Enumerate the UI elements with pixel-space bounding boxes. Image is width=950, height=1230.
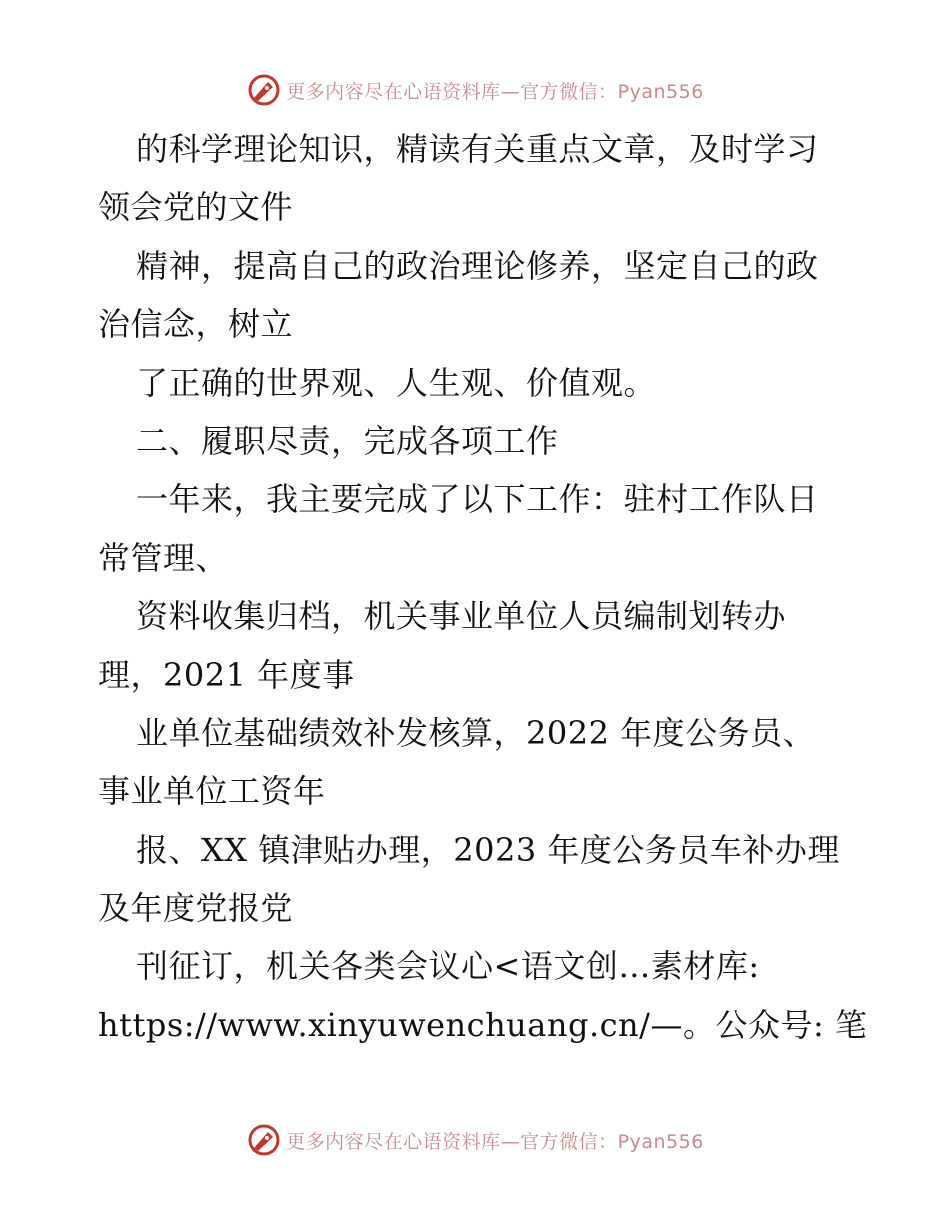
text-line: 精神，提高自己的政治理论修养，坚定自己的政: [136, 246, 819, 285]
text-line: 了正确的世界观、人生观、价值观。: [136, 363, 657, 402]
text-line: 理，2021 年度事: [98, 655, 355, 694]
header-watermark: [0, 70, 950, 110]
text-line: 常管理、: [98, 538, 229, 577]
text-line: 及年度党报党: [98, 889, 294, 928]
text-line: 报、XX 镇津贴办理，2023 年度公务员车补办理: [136, 830, 840, 869]
document-body: [98, 120, 868, 1054]
text-line: https://www.xinyuwenchuang.cn/—。公众号: 笔: [98, 1005, 868, 1044]
text-line: 的科学理论知识，精读有关重点文章，及时学习: [136, 130, 819, 168]
watermark-text: 更多内容尽在心语资料库—官方微信：Pyan556: [286, 80, 704, 103]
pen-nib-logo-icon: [246, 1122, 282, 1158]
text-line: 资料收集归档，机关事业单位人员编制划转办: [136, 597, 787, 636]
text-line: 治信念，树立: [98, 305, 294, 344]
footer-watermark: [0, 1120, 950, 1160]
watermark-text: 更多内容尽在心语资料库—官方微信：Pyan556: [286, 1130, 704, 1153]
text-line: 二、履职尽责，完成各项工作: [136, 421, 559, 460]
text-line: 事业单位工资年: [98, 772, 326, 811]
text-line: 业单位基础绩效补发核算，2022 年度公务员、: [136, 713, 816, 752]
text-line: 领会党的文件: [98, 188, 294, 227]
text-line: 刊征订，机关各类会议心<语文创…素材库:: [136, 947, 760, 986]
pen-nib-logo-icon: [246, 72, 282, 108]
text-line: 一年来，我主要完成了以下工作：驻村工作队日: [136, 480, 819, 519]
